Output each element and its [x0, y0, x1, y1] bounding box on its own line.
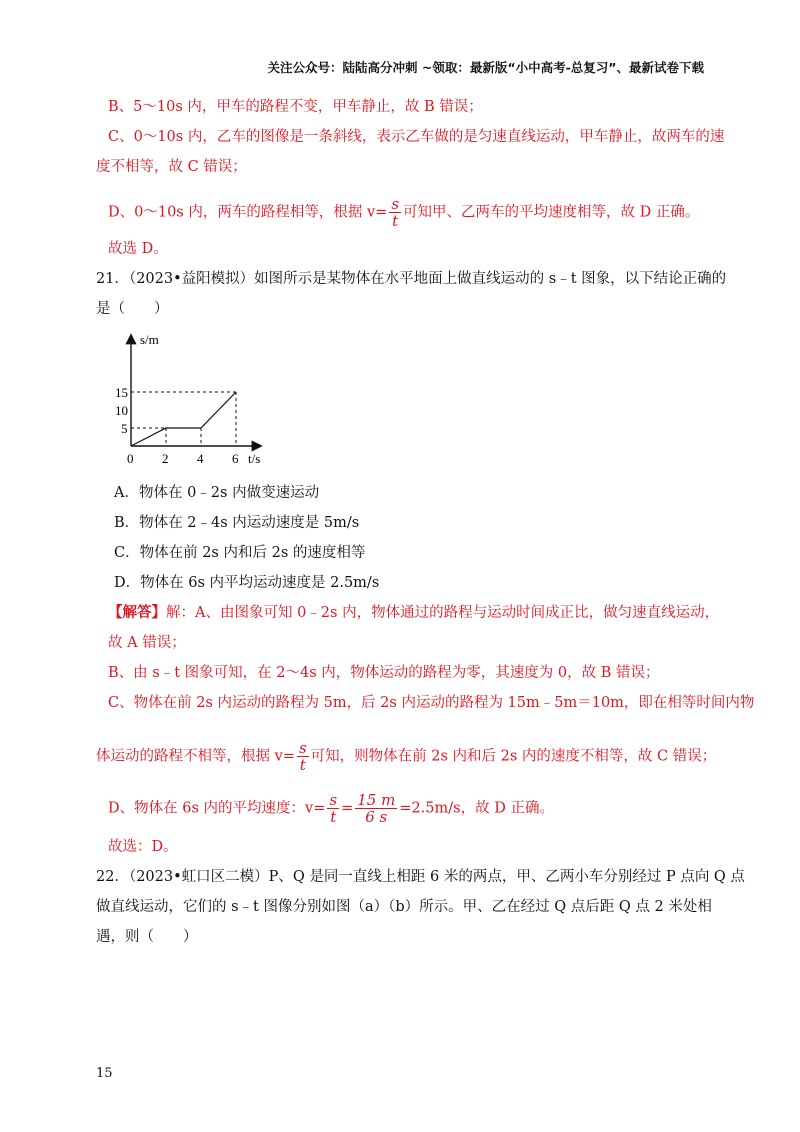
prev-answer-d-pre: D、0～10s 内，两车的路程相等，根据 v=	[108, 204, 388, 221]
answer-line1-text: 解：A、由图象可知 0﹣2s 内，物体通过的路程与运动时间成正比，做匀速直线运动，	[166, 605, 720, 621]
velocity-fraction-2	[297, 740, 309, 773]
fraction-denominator: t	[330, 808, 337, 826]
y-axis-label: s/m	[140, 332, 159, 347]
q22-line1: 22．（2023•虹口区二模）P、Q 是同一直线上相距 6 米的两点，甲、乙两小车分别经过 P 点向 Q 点	[96, 869, 745, 885]
y-tick-label: 15	[115, 385, 128, 400]
prev-answer-d-post: 可知甲、乙两车的平均速度相等，故 D 正确。	[403, 204, 700, 221]
q21-option-d: D．物体在 6s 内平均运动速度是 2.5m/s	[114, 575, 380, 591]
q21-stem-line1: 21．（2023•益阳模拟）如图所示是某物体在水平地面上做直线运动的 s﹣t 图象，以下结论正确的	[96, 271, 727, 287]
q22-line2: 做直线运动，它们的 s﹣t 图像分别如图（a）（b）所示。甲、乙在经过 Q 点后距 Q 点 2 米处相	[96, 899, 712, 915]
q21-conclusion: 故选：D。	[108, 839, 178, 855]
page-header: 关注公众号：陆陆高分冲刺 ~领取：最新版“小中高考-总复习”、最新试卷下载	[267, 60, 704, 75]
fraction-denominator: t	[392, 212, 399, 230]
q21-answer-line2: 故 A 错误；	[108, 635, 186, 651]
st-graph	[110, 330, 270, 470]
equals-sign: =	[341, 800, 354, 817]
x-tick-label: 4	[197, 451, 204, 466]
q21-answer-line4: C、物体在前 2s 内运动的路程为 5m，后 2s 内运动的路程为 15m﹣5m＝10m，即在相等时间内物	[108, 695, 755, 711]
fraction-numerator: s	[391, 195, 400, 213]
y-tick-label: 10	[115, 403, 128, 418]
origin-label: 0	[127, 451, 134, 466]
answer-line6-pre: D、物体在 6s 内的平均速度：v=	[108, 800, 326, 817]
fraction-numerator: s	[298, 739, 307, 757]
q21-option-b: B．物体在 2﹣4s 内运动速度是 5m/s	[114, 515, 360, 531]
answer-tag: 【解答】	[108, 604, 166, 621]
prev-answer-b: B、5～10s 内，甲车的路程不变，甲车静止，故 B 错误；	[108, 99, 483, 115]
answer-line6-post: =2.5m/s，故 D 正确。	[399, 800, 554, 817]
fraction-denominator: t	[299, 756, 306, 774]
x-axis-label: t/s	[248, 451, 261, 466]
velocity-fraction	[389, 196, 401, 229]
page-number: 15	[96, 1066, 113, 1081]
q21-option-a: A．物体在 0﹣2s 内做变速运动	[114, 485, 320, 501]
fraction-numerator: s	[329, 791, 338, 809]
prev-answer-c1: C、0～10s 内，乙车的图像是一条斜线，表示乙车做的是匀速直线运动，甲车静止，故两车的速	[108, 129, 725, 145]
q21-answer-line1	[108, 602, 719, 624]
x-tick-label: 6	[232, 451, 239, 466]
average-velocity-fraction	[327, 792, 339, 825]
q22-line3: 遇，则（ ）	[96, 929, 198, 945]
q21-option-c: C．物体在前 2s 内和后 2s 的速度相等	[114, 545, 366, 561]
series-line	[131, 392, 236, 446]
numeric-fraction	[355, 792, 397, 825]
x-tick-label: 2	[162, 451, 169, 466]
fraction-denominator: 6 s	[365, 808, 388, 826]
answer-line5-post: 可知，则物体在前 2s 内和后 2s 内的速度不相等，故 C 错误；	[310, 748, 717, 765]
q21-answer-line6	[108, 792, 554, 825]
answer-line5-pre: 体运动的路程不相等，根据 v=	[96, 748, 295, 765]
q21-answer-line5	[96, 740, 716, 773]
prev-answer-d	[108, 196, 699, 229]
fraction-numerator: 15 m	[357, 791, 396, 809]
y-tick-label: 5	[121, 421, 128, 436]
q21-stem-line2: 是（ ）	[96, 301, 169, 317]
prev-conclusion: 故选 D。	[108, 241, 168, 257]
q21-answer-line3: B、由 s﹣t 图象可知，在 2～4s 内，物体运动的路程为零，其速度为 0，故 B 错误；	[108, 665, 660, 681]
prev-answer-c2: 度不相等，故 C 错误；	[96, 159, 247, 175]
